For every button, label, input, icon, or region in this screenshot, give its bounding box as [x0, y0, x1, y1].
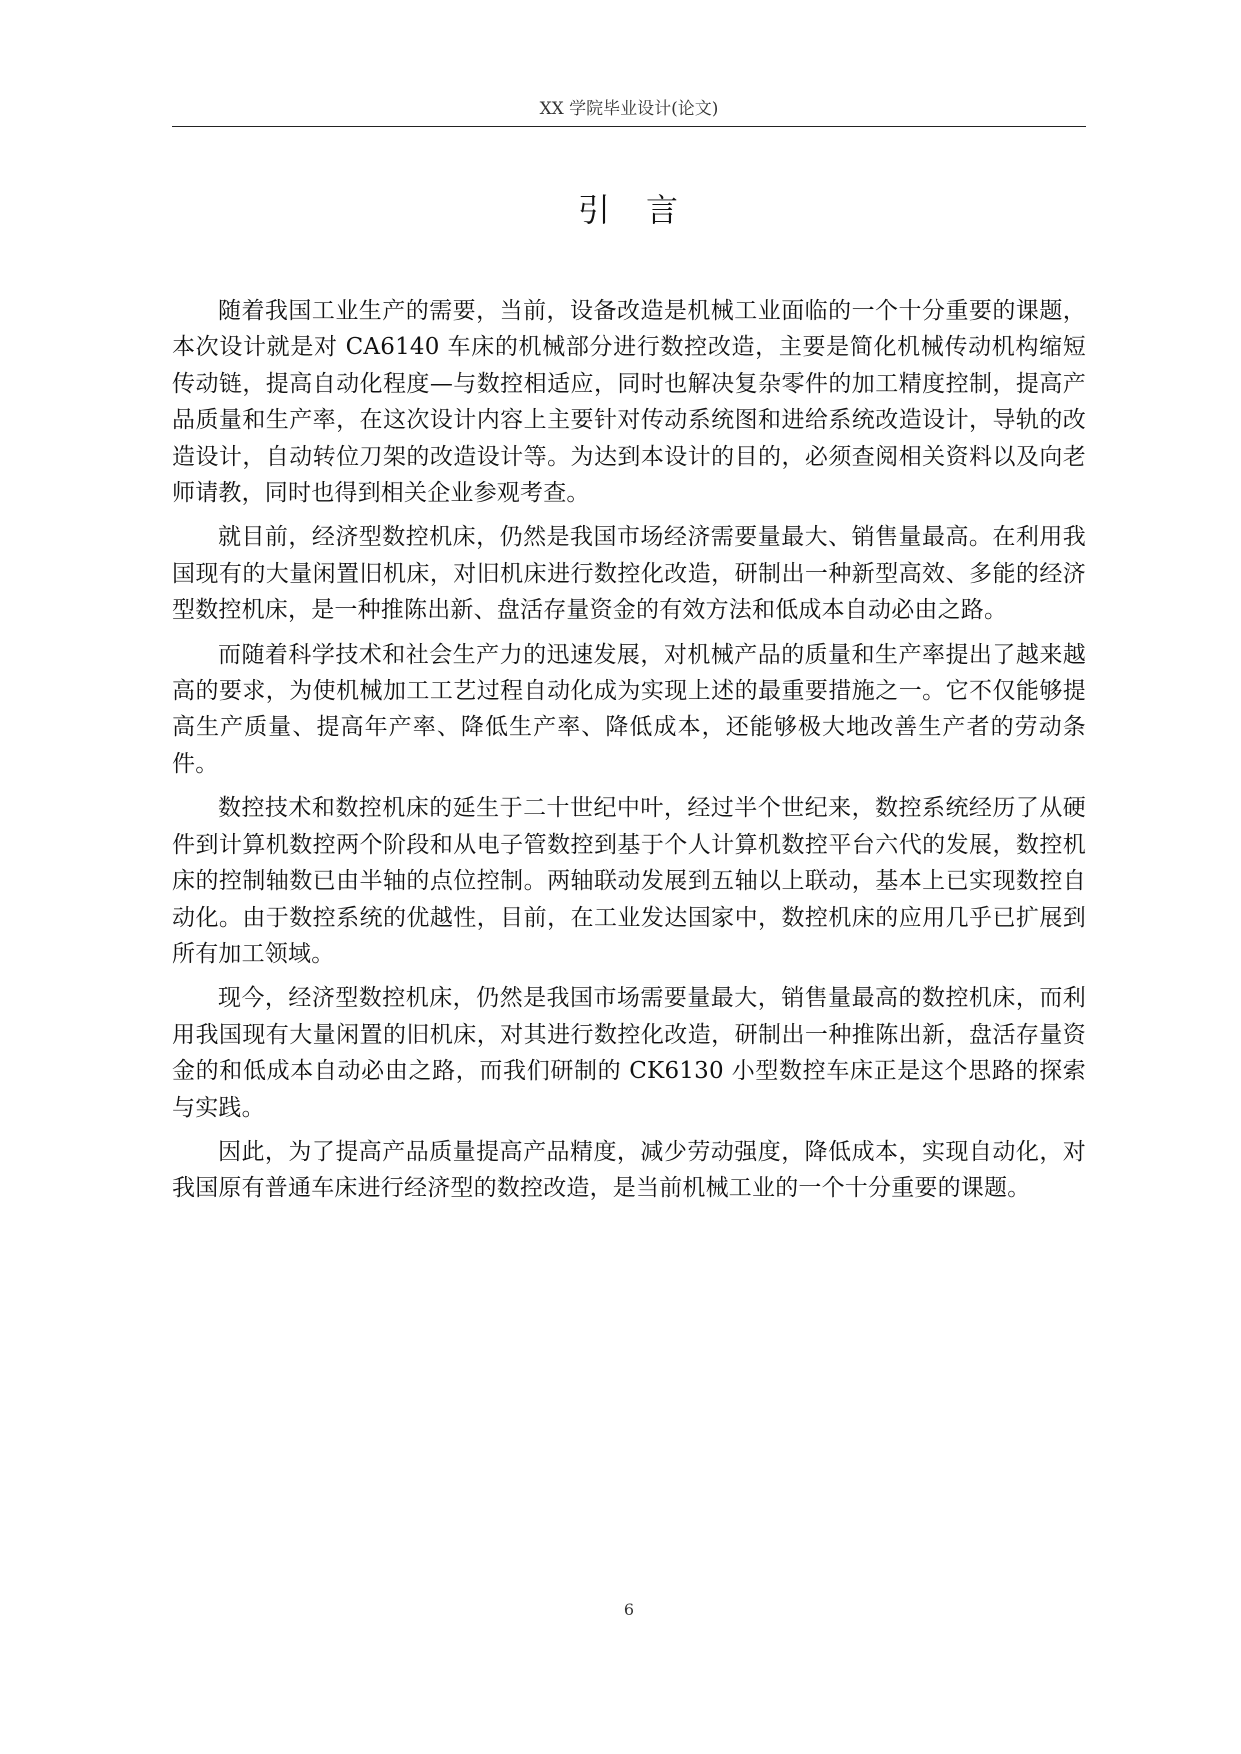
paragraph: 就目前，经济型数控机床，仍然是我国市场经济需要量最大、销售量最高。在利用我国现有的大量闲置旧机床，对旧机床进行数控化改造，研制出一种新型高效、多能的经济型数控机床，是一种推陈出新、盘活存量资金的有效方法和低成本自动必由之路。 — [172, 524, 1086, 624]
running-header-title: XX 学院毕业设计(论文) — [539, 99, 719, 119]
running-header — [172, 92, 1086, 127]
paragraph: 而随着科学技术和社会生产力的迅速发展，对机械产品的质量和生产率提出了越来越高的要求，为使机械加工工艺过程自动化成为实现上述的最重要措施之一。它不仅能够提高生产质量、提高年产率、降低生产率、降低成本，还能够极大地改善生产者的劳动条件。 — [172, 641, 1086, 777]
paragraph: 因此，为了提高产品质量提高产品精度，减少劳动强度，降低成本，实现自动化，对我国原有普通车床进行经济型的数控改造，是当前机械工业的一个十分重要的课题。 — [172, 1138, 1086, 1202]
paragraph: 数控技术和数控机床的延生于二十世纪中叶，经过半个世纪来，数控系统经历了从硬件到计算机数控两个阶段和从电子管数控到基于个人计算机数控平台六代的发展，数控机床的控制轴数已由半轴的点位控制。两轴联动发展到五轴以上联动，基本上已实现数控自动化。由于数控系统的优越性，目前，在工业发达国家中，数控机床的应用几乎已扩展到所有加工领域。 — [172, 795, 1086, 967]
page-number: 6 — [623, 1600, 635, 1619]
paragraph: 随着我国工业生产的需要，当前，设备改造是机械工业面临的一个十分重要的课题，本次设计就是对 CA6140 车床的机械部分进行数控改造，主要是简化机械传动机构缩短传动链，提高自动化程度—与数控相适应，同时也解决复杂零件的加工精度控制，提高产品质量和生产率，在这次设计内容上主要针对传动系统图和进给系统改造设计，导轨的改造设计，自动转位刀架的改造设计等。为达到本设计的目的，必须查阅相关资料以及向老师请教，同时也得到相关企业参观考查。 — [172, 298, 1086, 507]
body-text — [172, 293, 1086, 1215]
chapter-title: 引 言 — [577, 191, 680, 229]
paragraph: 现今，经济型数控机床，仍然是我国市场需要量最大，销售量最高的数控机床，而利用我国现有大量闲置的旧机床，对其进行数控化改造，研制出一种推陈出新，盘活存量资金的和低成本自动必由之路，而我们研制的 CK6130 小型数控车床正是这个思路的探索与实践。 — [172, 985, 1086, 1121]
